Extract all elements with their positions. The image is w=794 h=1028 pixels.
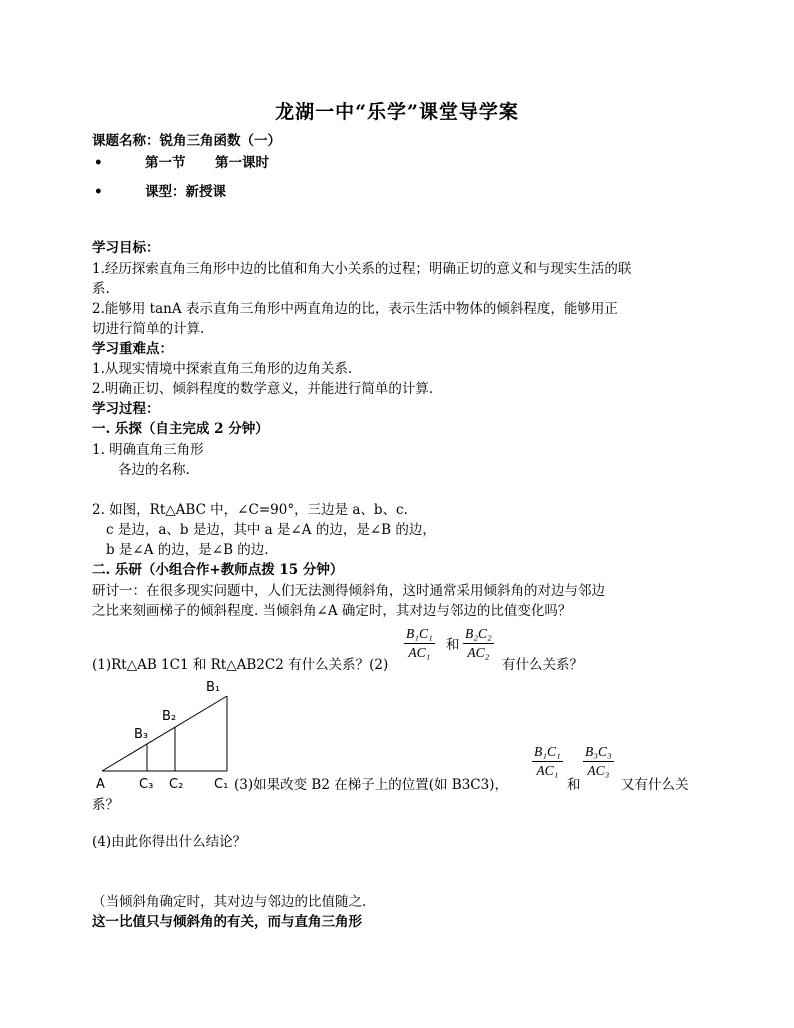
fraction-numerator: B₁C₁ [532, 744, 563, 762]
bullet-marker: • [94, 155, 103, 171]
key-point-2: 2.明确正切、倾斜程度的数学意义，并能进行简单的计算. [92, 381, 434, 397]
question-2-line3: b 是∠A 的边，是∠B 的边. [106, 542, 269, 558]
fraction-denominator: AC₃ [587, 763, 610, 778]
sub-question-3-tail: 又有什么关 [621, 777, 689, 793]
page-title: 龙湖一中“乐学”课堂导学案 [275, 101, 519, 123]
conclusion-line2: 这一比值只与倾斜角的有关，而与直角三角形 [92, 914, 362, 930]
fraction-numerator: B₂C₂ [463, 626, 494, 644]
sub-question-3: (3)如果改变 B2 在梯子上的位置(如 B3C3)， [234, 777, 508, 793]
objective-1-line2: 系. [92, 281, 110, 297]
question-1-line1: 1. 明确直角三角形 [92, 442, 204, 458]
question-2-line1: 2. 如图，Rt△ABC 中，∠C=90°，三边是 a、b、c. [92, 502, 408, 518]
fraction-denominator: AC₁ [408, 645, 431, 660]
sub-question-3-line2: 系？ [92, 797, 119, 813]
question-1-line2: 各边的名称. [118, 462, 190, 478]
hypotenuse-line [102, 696, 227, 771]
point-c2-label: C₂ [169, 777, 184, 792]
topic-line: 课题名称：锐角三角函数（一） [92, 133, 281, 149]
fraction-denominator: AC₂ [467, 645, 490, 660]
sub-question-2-tail: 有什么关系？ [502, 657, 583, 673]
fraction-b1c1-ac1 [404, 626, 435, 661]
section-label: 第一节 [145, 155, 186, 171]
part1-heading: 一. 乐探（自主完成 2 分钟） [92, 421, 269, 437]
point-a-label: A [96, 777, 105, 792]
sub-question-1: (1)Rt△AB 1C1 和 Rt△AB2C2 有什么关系？(2) [92, 657, 389, 673]
fraction-b3c3-ac3 [583, 744, 614, 779]
research-line2: 之比来刻画梯子的倾斜程度. 当倾斜角∠A 确定时，其对边与邻边的比值变化吗？ [92, 603, 572, 619]
sub-question-4: (4)由此你得出什么结论？ [92, 834, 247, 850]
point-b2-label: B₂ [162, 709, 177, 724]
fraction-numerator: B₁C₁ [404, 626, 435, 644]
point-c1-label: C₁ [214, 777, 229, 792]
process-heading: 学习过程： [92, 401, 160, 417]
key-points-heading: 学习重难点： [92, 341, 173, 357]
ladder-triangle-diagram [92, 676, 242, 796]
fraction-b2c2-ac2 [463, 626, 494, 661]
bullet-marker: • [94, 184, 103, 200]
objective-2-line1: 2.能够用 tanA 表示直角三角形中两直角边的比，表示生活中物体的倾斜程度，能够用正 [92, 301, 618, 317]
objective-2-line2: 切进行简单的计算. [92, 321, 205, 337]
point-c3-label: C₃ [139, 777, 154, 792]
objectives-heading: 学习目标： [92, 240, 160, 256]
and-label: 和 [446, 637, 460, 653]
point-b3-label: B₃ [134, 727, 149, 742]
key-point-1: 1.从现实情境中探索直角三角形的边角关系. [92, 361, 353, 377]
lesson-label: 第一课时 [215, 155, 269, 171]
lesson-type: 课型：新授课 [145, 184, 226, 200]
objective-1-line1: 1.经历探索直角三角形中边的比值和角大小关系的过程；明确正切的意义和与现实生活的联 [92, 261, 632, 277]
conclusion-line1: （当倾斜角确定时，其对边与邻边的比值随之. [92, 894, 367, 910]
fraction-numerator: B₃C₃ [583, 744, 614, 762]
fraction-denominator: AC₁ [536, 763, 559, 778]
question-2-line2: c 是边，a、b 是边，其中 a 是∠A 的边，是∠B 的边， [106, 522, 436, 538]
part2-heading: 二. 乐研（小组合作+教师点拨 15 分钟） [92, 562, 344, 578]
point-b1-label: B₁ [206, 680, 221, 695]
fraction-b1c1-ac1-second [532, 744, 563, 779]
research-line1: 研讨一：在很多现实问题中，人们无法测得倾斜角，这时通常采用倾斜角的对边与邻边 [92, 583, 605, 599]
and-label: 和 [567, 777, 581, 793]
